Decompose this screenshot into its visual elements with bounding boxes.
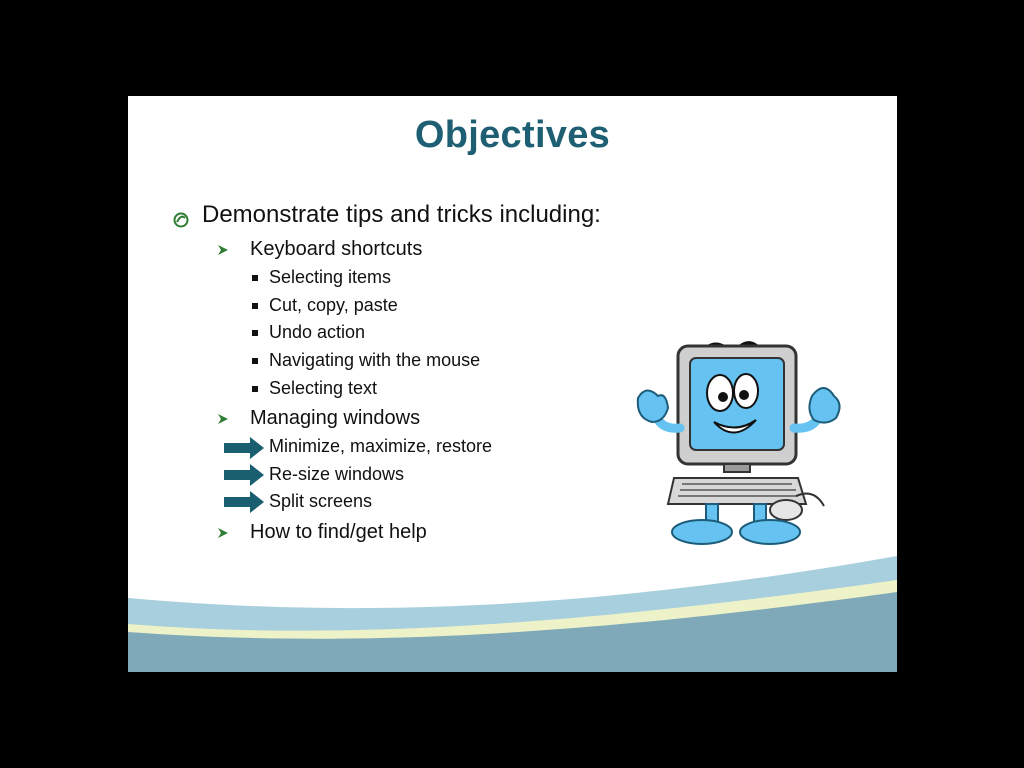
cartoon-computer-mascot bbox=[628, 318, 848, 548]
block-arrow-right-icon bbox=[224, 491, 264, 513]
objective-heading: Demonstrate tips and tricks including: bbox=[202, 201, 601, 228]
chevron-right-icon bbox=[216, 243, 230, 257]
block-arrow-right-icon bbox=[224, 464, 264, 486]
list-item: Cut, copy, paste bbox=[269, 295, 398, 315]
list-item: Selecting text bbox=[269, 378, 378, 398]
keyboard-shortcuts-label: Keyboard shortcuts bbox=[250, 238, 423, 260]
block-arrow-right-icon bbox=[224, 437, 264, 459]
decorative-swoosh bbox=[128, 536, 897, 672]
list-item: Selecting items bbox=[269, 267, 392, 287]
managing-windows-label: Managing windows bbox=[250, 407, 421, 429]
list-item: Navigating with the mouse bbox=[269, 350, 481, 370]
slide-title: Objectives bbox=[414, 114, 611, 156]
list-item: Undo action bbox=[269, 322, 366, 342]
help-label: How to find/get help bbox=[250, 521, 427, 543]
list-item: Split screens bbox=[269, 491, 373, 511]
square-bullet-icon bbox=[252, 330, 258, 336]
square-bullet-icon bbox=[252, 275, 258, 281]
chevron-right-icon bbox=[216, 412, 230, 426]
green-swirl-icon bbox=[173, 212, 189, 228]
square-bullet-icon bbox=[252, 386, 258, 392]
square-bullet-icon bbox=[252, 303, 258, 309]
presentation-slide bbox=[128, 96, 897, 672]
list-item: Re-size windows bbox=[269, 464, 405, 484]
square-bullet-icon bbox=[252, 358, 258, 364]
list-item: Minimize, maximize, restore bbox=[269, 436, 493, 456]
